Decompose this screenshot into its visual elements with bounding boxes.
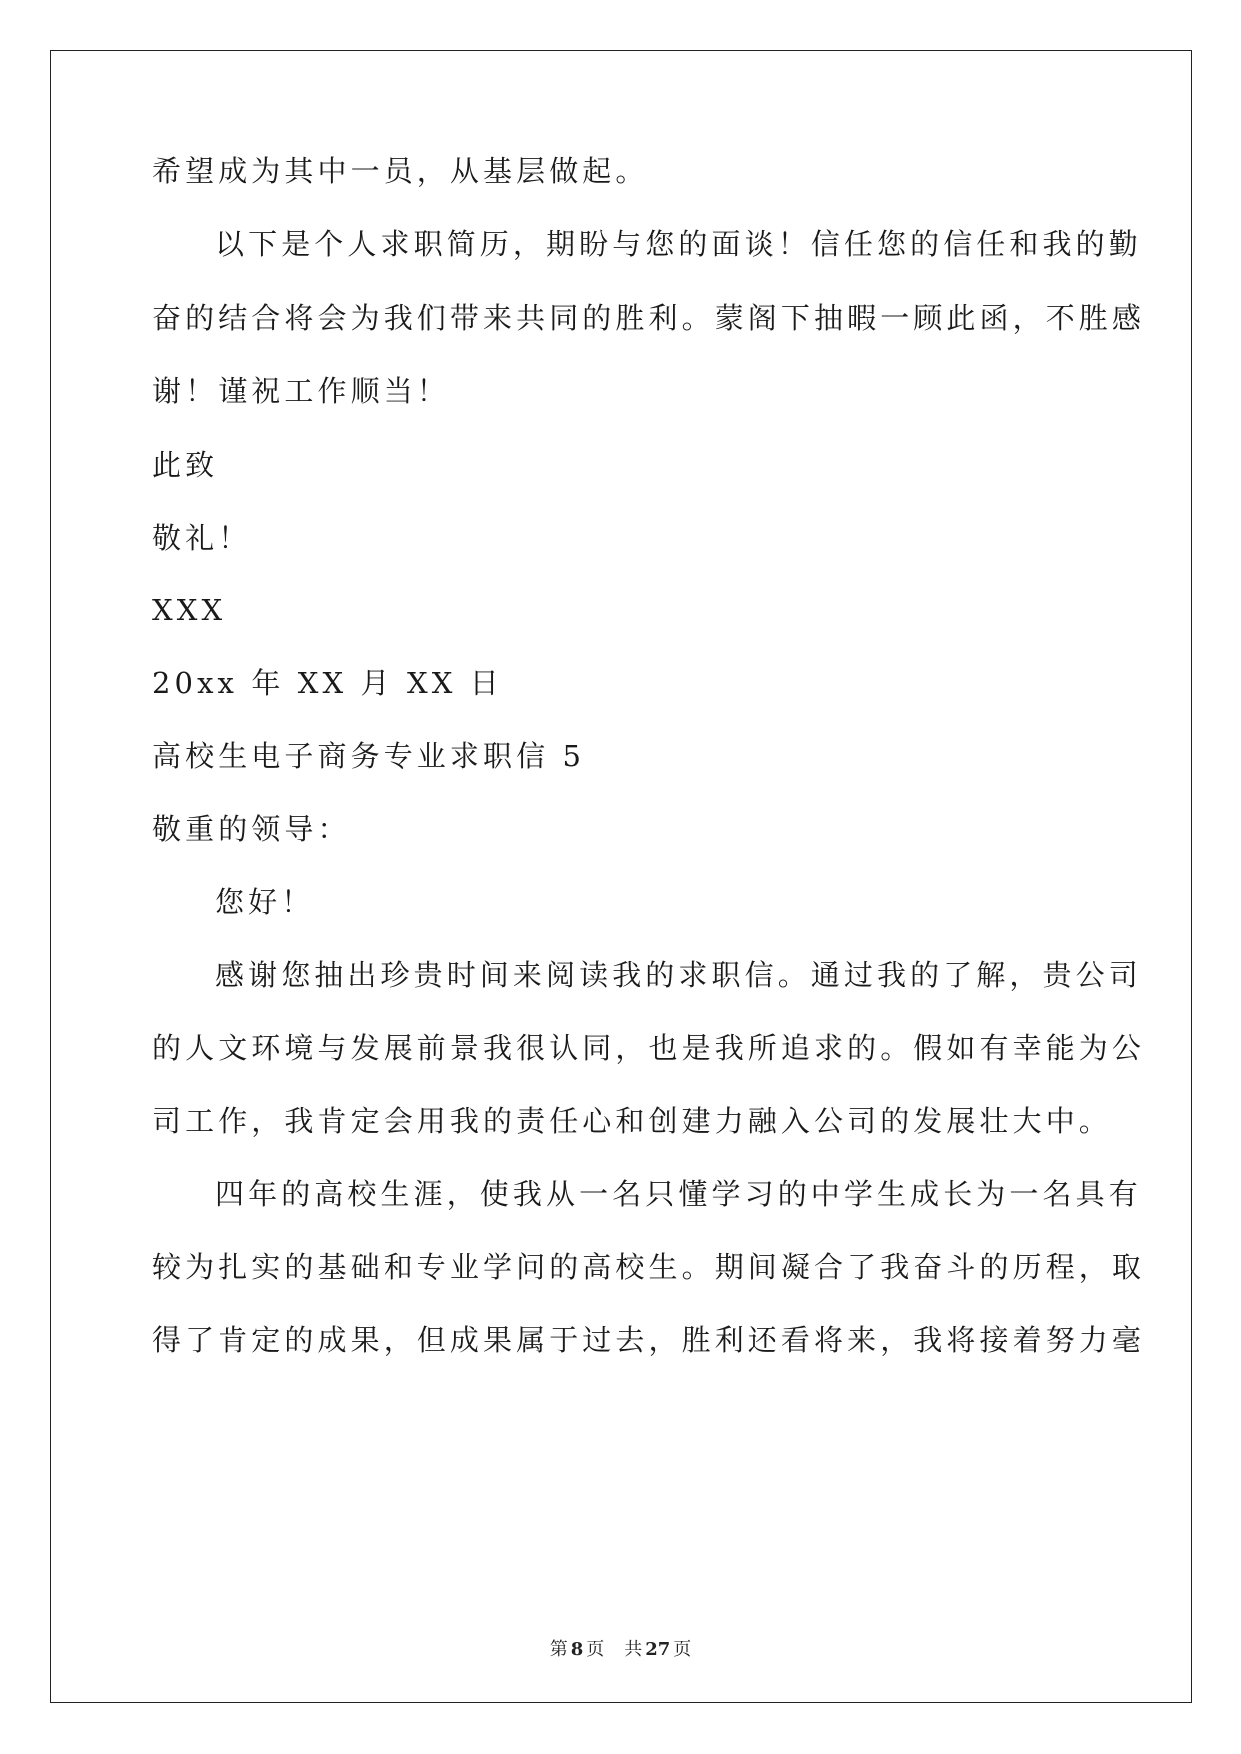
page-prefix: 第 <box>549 1639 568 1660</box>
closing-line: 此致 <box>152 448 219 482</box>
signature-name: XXX <box>152 593 227 627</box>
text-line: 希望成为其中一员，从基层做起。 <box>152 154 649 188</box>
text-line: 的人文环境与发展前景我很认同，也是我所追求的。假如有幸能为公 <box>152 1031 1146 1065</box>
signature-date: 20xx 年 XX 月 XX 日 <box>152 666 503 700</box>
page-border <box>50 50 1192 1703</box>
paragraph-line: 感谢您抽出珍贵时间来阅读我的求职信。通过我的了解，贵公司 <box>215 958 1142 992</box>
text-line: 得了肯定的成果，但成果属于过去，胜利还看将来，我将接着努力毫 <box>152 1323 1146 1357</box>
text-line: 谢！谨祝工作顺当！ <box>152 374 450 408</box>
text-line: 司工作，我肯定会用我的责任心和创建力融入公司的发展壮大中。 <box>152 1104 1112 1138</box>
text-line: 奋的结合将会为我们带来共同的胜利。蒙阁下抽暇一顾此函，不胜感 <box>152 301 1146 335</box>
greeting-hello: 您好！ <box>215 885 315 919</box>
greeting-line: 敬重的领导： <box>152 812 351 846</box>
page-suffix: 页 <box>586 1639 605 1660</box>
total-pages: 27 <box>645 1639 671 1660</box>
paragraph-line: 以下是个人求职简历，期盼与您的面谈！信任您的信任和我的勤 <box>215 227 1142 261</box>
paragraph-line: 四年的高校生涯，使我从一名只懂学习的中学生成长为一名具有 <box>215 1177 1142 1211</box>
page-number: 8 <box>570 1639 584 1660</box>
page-footer <box>0 1635 1241 1661</box>
salutation-line: 敬礼！ <box>152 521 252 555</box>
section-title: 高校生电子商务专业求职信 5 <box>152 739 586 773</box>
text-line: 较为扎实的基础和专业学问的高校生。期间凝合了我奋斗的历程，取 <box>152 1250 1146 1284</box>
total-prefix: 共 <box>624 1639 643 1660</box>
total-suffix: 页 <box>673 1639 692 1660</box>
